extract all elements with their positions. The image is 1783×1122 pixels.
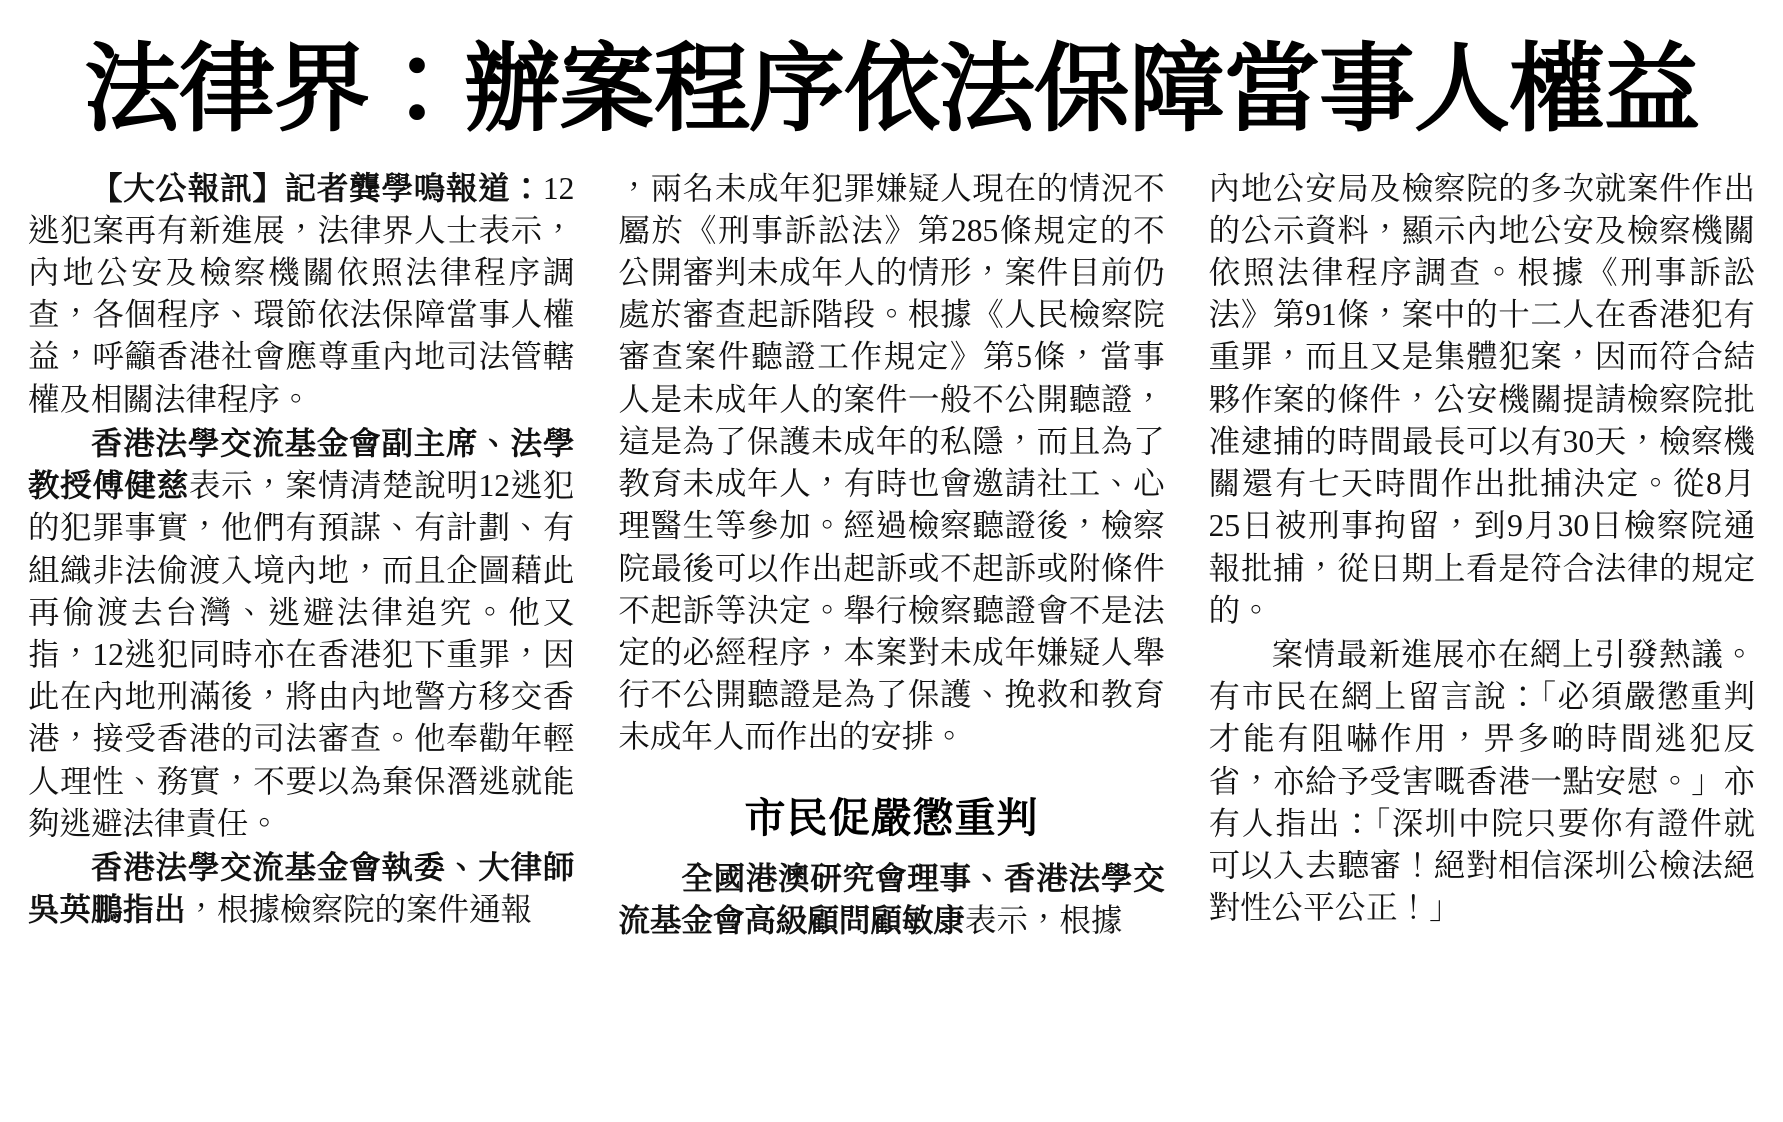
paragraph [1209,168,1755,632]
paragraph-text: 表示，根據 [964,902,1123,938]
source-credit: 【大公報訊】記者龔學鳴報道： [91,170,543,206]
page-title: 法律界：辦案程序依法保障當事人權益 [84,33,1699,145]
article-column-3 [1209,168,1755,932]
paragraph-text: ，根據檢察院的案件通報 [185,892,533,928]
paragraph [1209,634,1755,929]
article-column-1 [28,168,574,934]
paragraph-text: 案情最新進展亦在網上引發熱議。有市民在網上留言說：「必須嚴懲重判才能有阻嚇作用，畀多啲時間逃犯反省，亦給予受害嘅香港一點安慰。」亦有人指出：「深圳中院只要你有證件就可以入去聽審！絕對相信深圳公檢法絕對性公平公正！」 [1208,636,1755,926]
paragraph-text: 表示，案情清楚說明12逃犯的犯罪事實，他們有預謀、有計劃、有組織非法偷渡入境內地，而且企圖藉此再偷渡去台灣、逃避法律追究。他又指，12逃犯同時亦在香港犯下重罪，因此在內地刑滿後，將由內地警方移交香港，接受香港的司法審查。他奉勸年輕人理性、務實，不要以為棄保潛逃就能夠逃避法律責任。 [28,468,575,841]
paragraph-text: ，兩名未成年犯罪嫌疑人現在的情況不屬於《刑事訴訟法》第285條規定的不公開審判未成年人的情形，案件目前仍處於審查起訴階段。根據《人民檢察院審查案件聽證工作規定》第5條，當事人是未成年人的案件一般不公開聽證，這是為了保護未成年的私隱，而且為了教育未成年人，有時也會邀請社工、心理醫生等參加。經過檢察聽證後，檢察院最後可以作出起訴或不起訴或附條件不起訴等決定。舉行檢察聽證會不是法定的必經程序，本案對未成年嫌疑人舉行不公開聽證是為了保護、挽救和教育未成年人而作出的安排。 [618,170,1165,755]
speaker-name: 香港法學交流基金會執委、大律師吳英鵬指出 [28,849,575,928]
paragraph [28,168,574,421]
section-subheading: 市民促嚴懲重判 [744,793,1039,842]
speaker-name: 全國港澳研究會理事、香港法學交流基金會高級顧問顧敏康 [618,860,1165,938]
paragraph-text: 12逃犯案再有新進展，法律界人士表示，內地公安及檢察機關依照法律程序調查，各個程序、環節依法保障當事人權益，呼籲香港社會應尊重內地司法管轄權及相關法律程序。 [28,170,575,417]
speaker-name: 香港法學交流基金會副主席、法學教授傅健慈 [28,425,575,504]
paragraph-text: 內地公安局及檢察院的多次就案件作出的公示資料，顯示內地公安及檢察機關依照法律程序調查。根據《刑事訴訟法》第91條，案中的十二人在香港犯有重罪，而且又是集體犯案，因而符合結夥作案的條件，公安機關提請檢察院批准逮捕的時間最長可以有30天，檢察機關還有七天時間作出批捕決定。從8月25日被刑事拘留，到9月30日檢察院通報批捕，從日期上看是符合法律的規定的。 [1208,170,1755,628]
article-columns [28,168,1755,944]
paragraph [618,858,1164,942]
article-column-2 [618,168,1164,944]
paragraph [28,423,574,845]
paragraph [28,847,574,931]
paragraph [618,168,1164,759]
newspaper-page [0,33,1783,1122]
